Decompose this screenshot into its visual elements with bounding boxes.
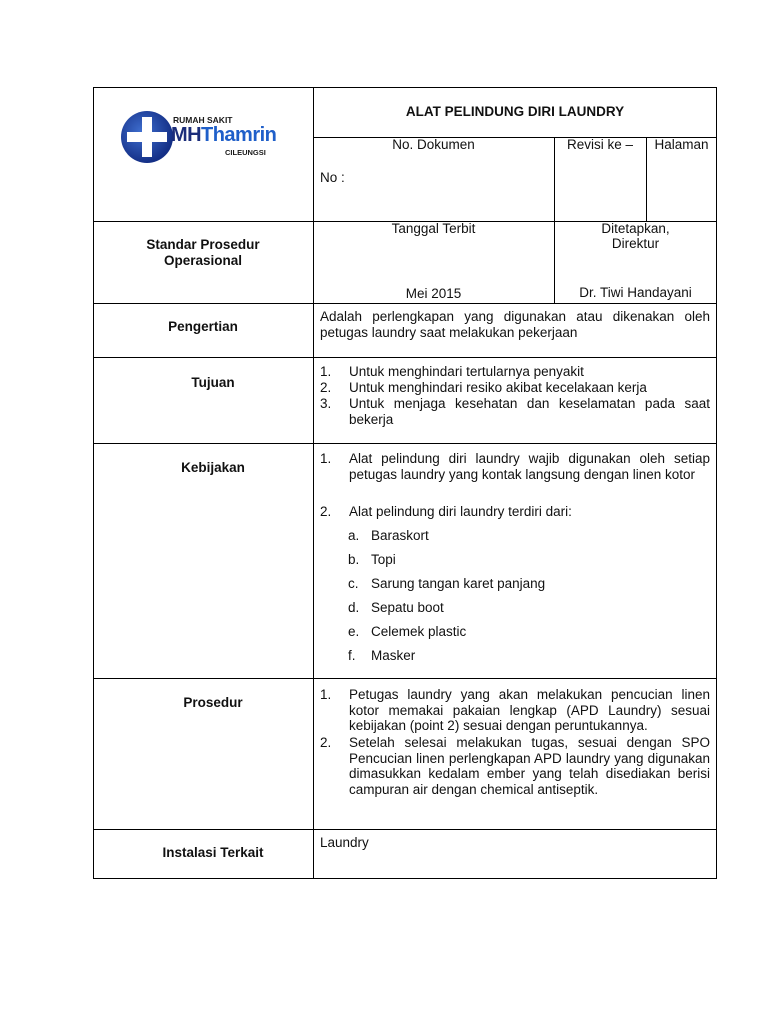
prosedur-item-number: 1. (320, 687, 332, 702)
pengertian-label: Pengertian (168, 319, 238, 334)
column-divider (313, 87, 314, 879)
subitem-letter: b. (348, 552, 360, 567)
revisi-label: Revisi ke – (566, 137, 634, 152)
subitem-letter: c. (348, 576, 359, 591)
tujuan-item (320, 396, 710, 428)
subitem-letter: a. (348, 528, 360, 543)
tanggal-terbit-label: Tanggal Terbit (391, 221, 476, 236)
tujuan-item-number: 1. (320, 364, 332, 379)
direktur-label: Direktur (611, 236, 660, 251)
row-divider (93, 678, 717, 679)
hospital-logo (121, 108, 281, 166)
tujuan-item (320, 364, 710, 380)
kebijakan-subitem (348, 624, 466, 640)
tujuan-item-text: Untuk menjaga kesehatan dan keselamatan pada saat bekerja (349, 396, 710, 427)
tujuan-item-text: Untuk menghindari tertularnya penyakit (349, 364, 584, 379)
direktur-name: Dr. Tiwi Handayani (579, 285, 692, 300)
prosedur-item-number: 2. (320, 735, 332, 750)
prosedur-item (320, 735, 710, 815)
no-label: No : (320, 170, 345, 185)
row-divider (93, 443, 717, 444)
no-dokumen-label: No. Dokumen (392, 137, 475, 152)
subitem-text: Celemek plastic (371, 624, 467, 639)
instalasi-terkait-label: Instalasi Terkait (162, 845, 264, 860)
kebijakan-subitem (348, 528, 429, 544)
tujuan-label: Tujuan (191, 375, 235, 390)
tujuan-item-text: Untuk menghindari resiko akibat kecelakaan kerja (349, 380, 647, 395)
prosedur-item-text: Petugas laundry yang akan melakukan pencucian linen kotor memakai pakaian lengkap (APD Laundry) sesuai kebijakan (point 2) sesuai dengan peruntukannya. (349, 687, 710, 733)
kebijakan-item-number: 2. (320, 504, 332, 519)
subitem-text: Sarung tangan karet panjang (371, 576, 546, 591)
document-title: ALAT PELINDUNG DIRI LAUNDRY (405, 104, 625, 119)
prosedur-item-text: Setelah selesai melakukan tugas, sesuai dengan SPO Pencucian linen perlengkapan APD laundry yang digunakan dimasukkan kedalam ember yang telah disediakan berisi campuran air dengan chemical antiseptik. (349, 735, 710, 797)
subitem-text: Sepatu boot (371, 600, 444, 615)
subitem-text: Baraskort (371, 528, 429, 543)
spo-label-line1: Standar Prosedur (146, 237, 260, 252)
kebijakan-item-text: Alat pelindung diri laundry terdiri dari: (349, 504, 572, 519)
kebijakan-label: Kebijakan (181, 460, 245, 475)
kebijakan-subitem (348, 600, 444, 616)
halaman-label: Halaman (654, 137, 709, 152)
tujuan-item-number: 2. (320, 380, 332, 395)
kebijakan-item-text: Alat pelindung diri laundry wajib digunakan oleh setiap petugas laundry yang kontak langsung dengan linen kotor (349, 451, 710, 482)
header-divider-revisi (554, 137, 555, 303)
logo-text-thamrin: Thamrin (201, 124, 277, 146)
kebijakan-subitem (348, 576, 545, 592)
instalasi-terkait-value: Laundry (320, 835, 369, 850)
subitem-letter: d. (348, 600, 360, 615)
kebijakan-subitem (348, 552, 396, 568)
prosedur-label: Prosedur (183, 695, 243, 710)
kebijakan-item-number: 1. (320, 451, 332, 466)
row-divider (93, 357, 717, 358)
row-divider (93, 829, 717, 830)
spo-label-line2: Operasional (163, 253, 243, 268)
subitem-text: Topi (371, 552, 396, 567)
prosedur-item (320, 687, 710, 735)
subitem-letter: f. (348, 648, 356, 663)
subitem-letter: e. (348, 624, 360, 639)
tujuan-item-number: 3. (320, 396, 332, 411)
logo-text-cileungsi: CILEUNGSI (225, 148, 266, 157)
kebijakan-subitem (348, 648, 415, 664)
logo-text-mh: MH (171, 124, 202, 146)
row-divider (93, 303, 717, 304)
logo-text-rumah-sakit: RUMAH SAKIT (173, 115, 233, 125)
kebijakan-item (320, 504, 710, 520)
tujuan-item (320, 380, 710, 396)
subitem-text: Masker (371, 648, 416, 663)
pengertian-text: Adalah perlengkapan yang digunakan atau dikenakan oleh petugas laundry saat melakukan pekerjaan (320, 309, 710, 340)
ditetapkan-label: Ditetapkan, (601, 221, 670, 236)
tanggal-terbit-value: Mei 2015 (405, 286, 462, 301)
kebijakan-item (320, 451, 710, 499)
